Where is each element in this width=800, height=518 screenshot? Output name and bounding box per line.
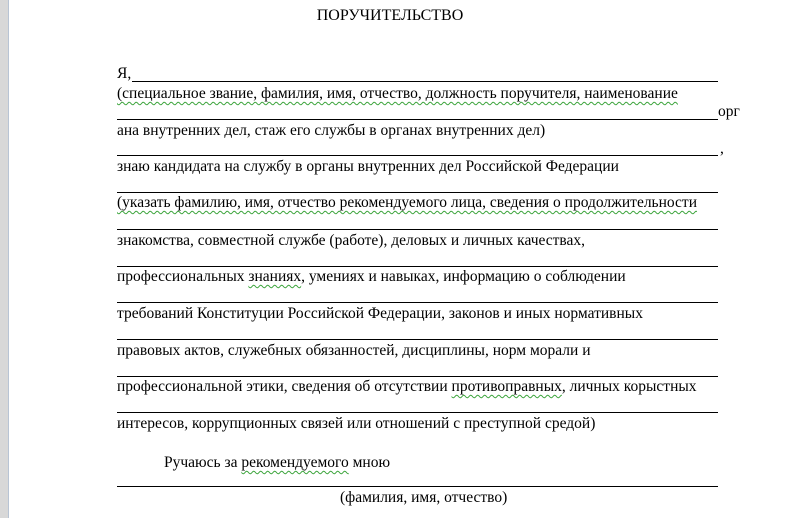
guarantee-line <box>164 454 390 472</box>
text-line-6-part-b: знаниях <box>248 268 302 285</box>
text-line-3: знаю кандидата на службу в органы внутренних дел Российской Федерации <box>117 158 619 175</box>
fill-line-signature <box>117 486 718 487</box>
guarantee-part-a: Ручаюсь за <box>164 454 242 471</box>
text-line-1: (специальное звание, фамилия, имя, отчество, должность поручителя, наименование <box>117 85 678 102</box>
fill-line-name <box>132 81 718 82</box>
text-line-1-tail: орг <box>718 103 740 120</box>
fill-line-6 <box>117 302 718 303</box>
text-line-9-part-c: , личных корыстных <box>561 378 697 395</box>
guarantee-part-c: мною <box>348 454 391 471</box>
text-line-6-part-a: профессиональных <box>117 268 249 285</box>
signature-caption: (фамилия, имя, отчество) <box>340 489 508 506</box>
text-line-2: ана внутренних дел, стаж его службы в органах внутренних дел) <box>117 122 546 139</box>
text-line-6-part-c: , умениях и навыках, информацию о соблюдении <box>301 268 626 285</box>
fill-line-service <box>117 155 718 156</box>
page-left-edge <box>8 0 9 518</box>
fill-line-9 <box>117 412 718 413</box>
document-title: ПОРУЧИТЕЛЬСТВО <box>316 7 464 24</box>
text-line-9 <box>117 378 697 396</box>
text-line-9-part-b: противоправных <box>451 378 562 395</box>
text-line-2-tail: , <box>720 140 724 157</box>
fill-line-8 <box>117 376 718 377</box>
fill-line-organ <box>117 119 718 120</box>
page-left-gutter <box>0 0 8 518</box>
text-line-9-part-a: профессиональной этики, сведения об отсутствии <box>117 378 452 395</box>
fill-line-7 <box>117 339 718 340</box>
fill-line-candidate <box>117 192 718 193</box>
guarantee-part-b: рекомендуемого <box>241 454 349 471</box>
text-line-6 <box>117 268 626 286</box>
text-line-8: правовых актов, служебных обязанностей, дисциплины, норм морали и <box>117 342 591 359</box>
text-line-4: (указать фамилию, имя, отчество рекомендуемого лица, сведения о продолжительности <box>117 194 698 211</box>
text-line-5: знакомства, совместной службе (работе), деловых и личных качествах, <box>117 232 586 249</box>
fill-line-5 <box>117 266 718 267</box>
text-line-10: интересов, коррупционных связей или отношений с преступной средой) <box>117 415 596 432</box>
fill-line-4 <box>117 229 718 230</box>
text-line-7: требований Конституции Российской Федерации, законов и иных нормативных <box>117 305 643 322</box>
intro-prefix: Я, <box>117 65 132 82</box>
